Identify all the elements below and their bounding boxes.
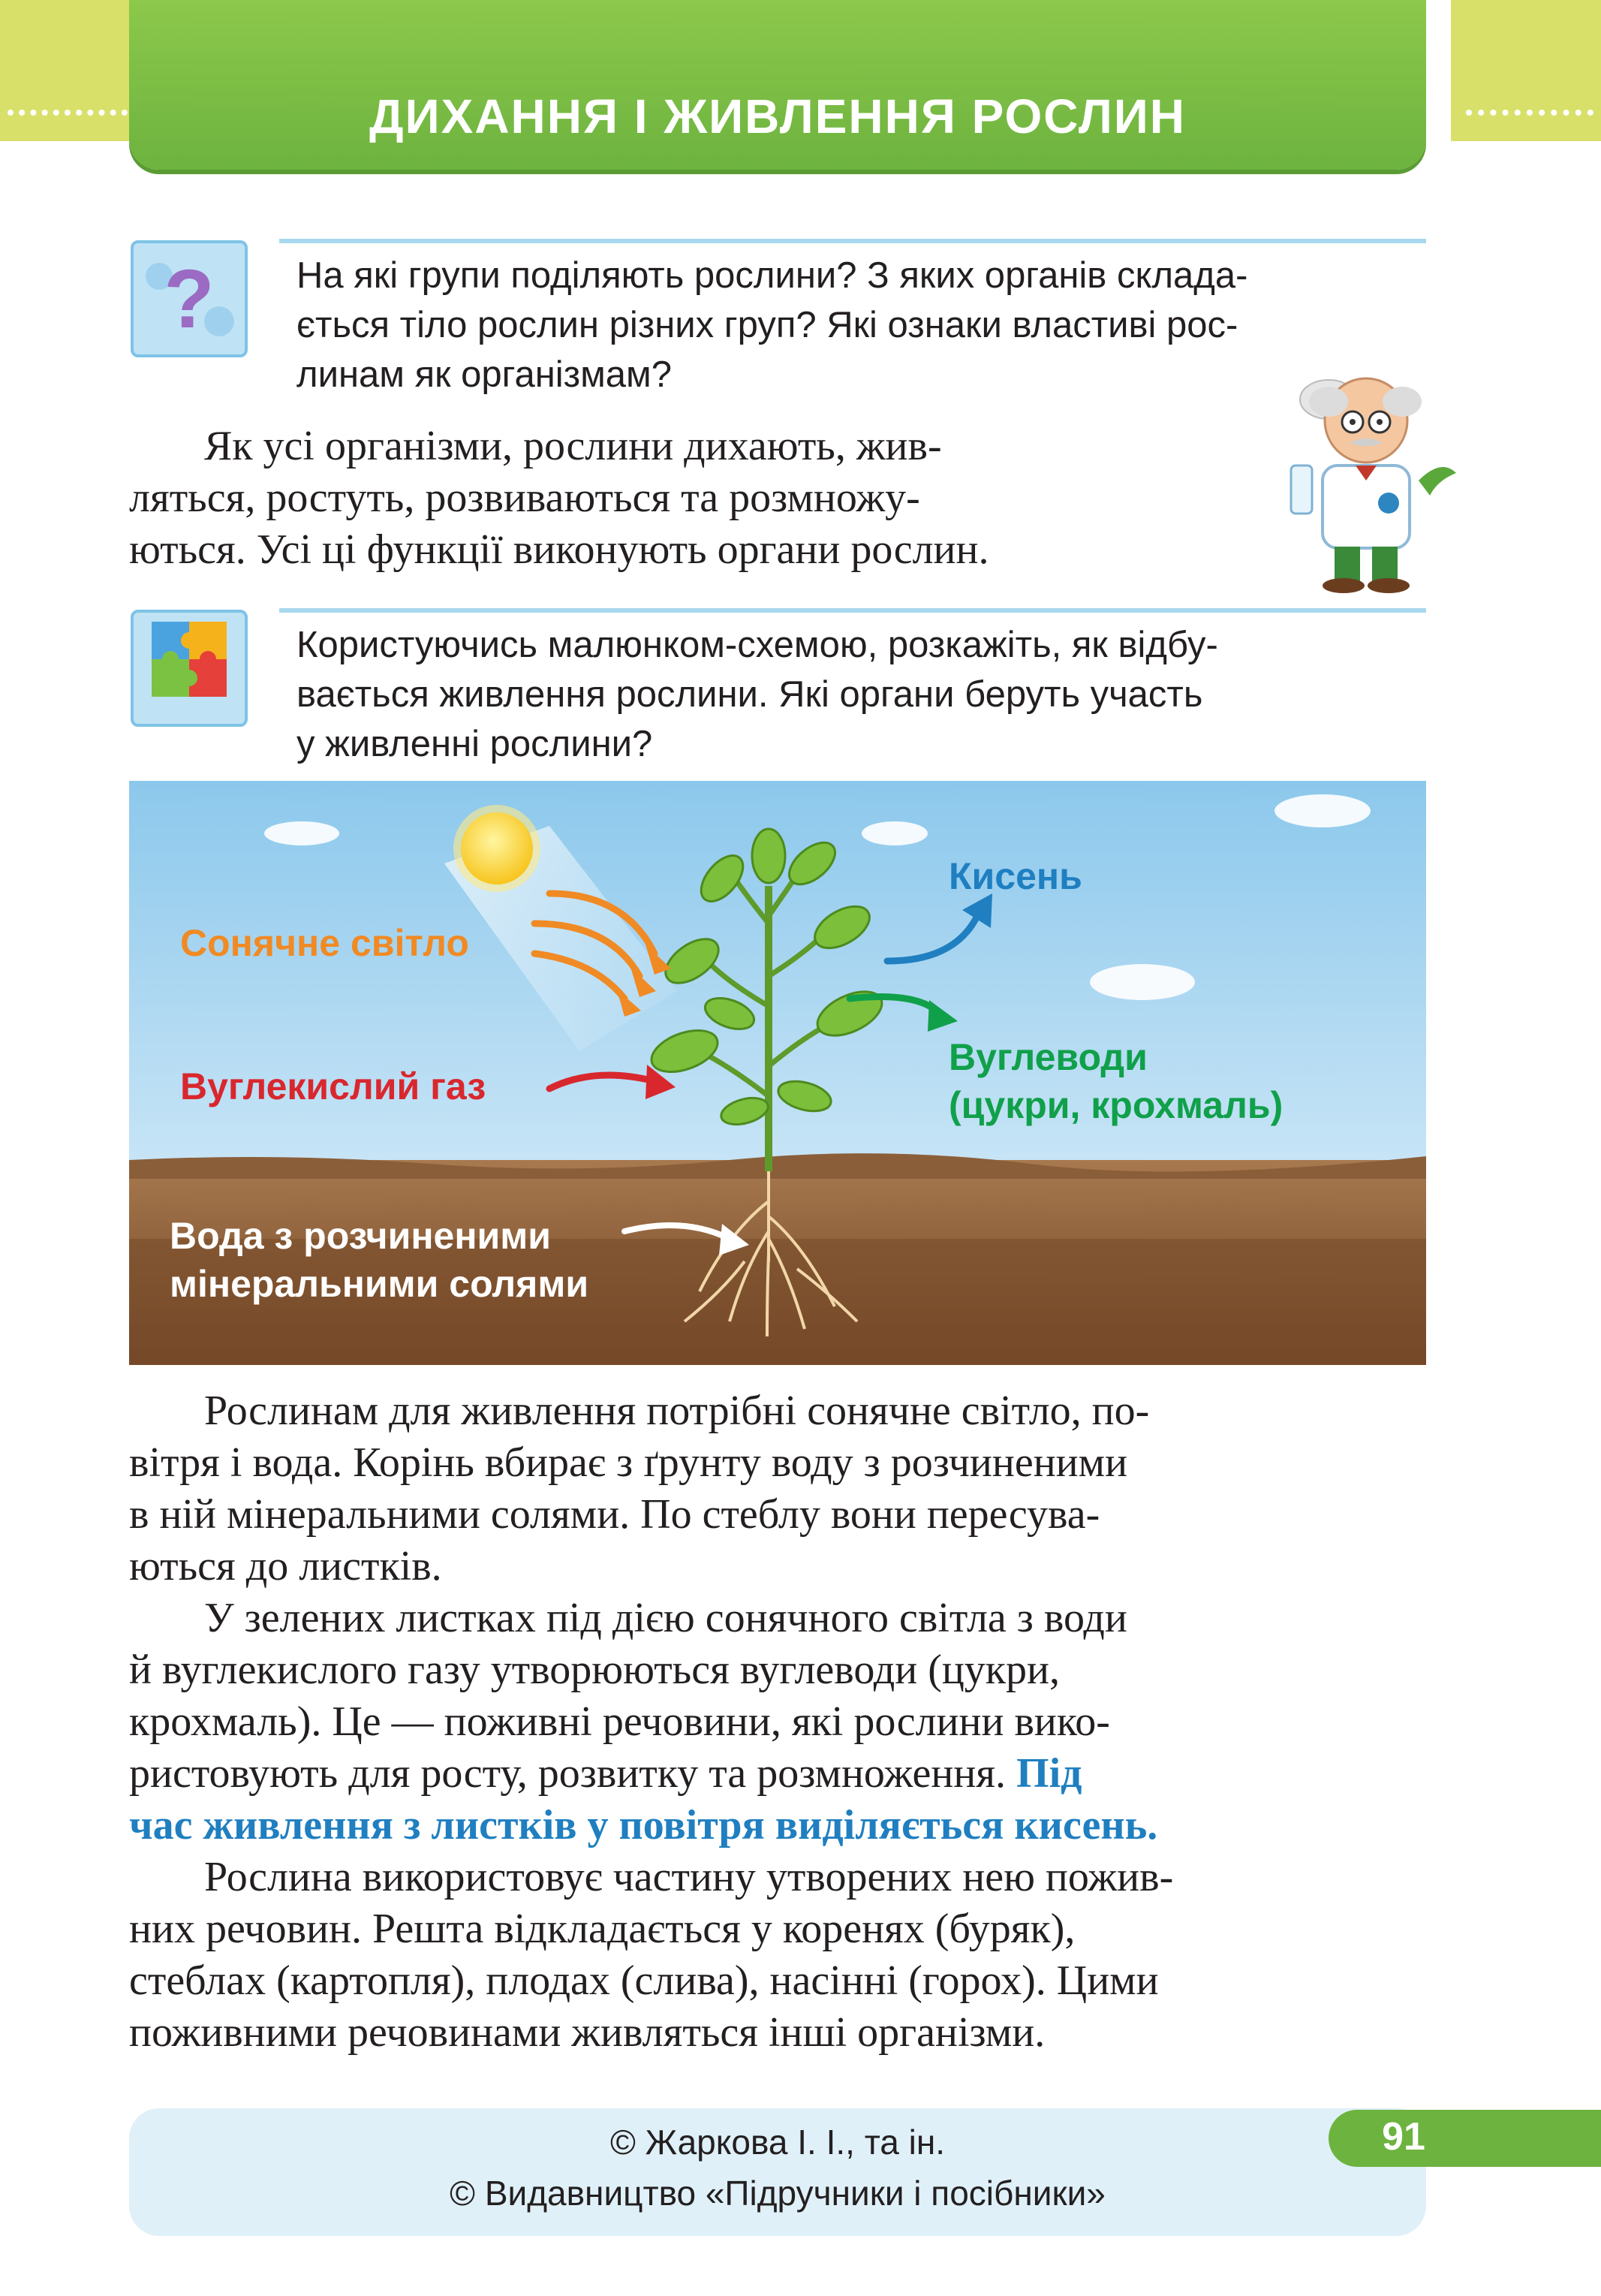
paragraph-2: У зелених листках під дією сонячного світла з води й вуглекислого газу утворюються вуглеводи (цукри, крохмаль). Це — поживні речовини, які рослини вико- ристовують для росту, розвитку та розмноження. Під час живлення з листків у повітря виділяється кисень. xyxy=(129,1592,1426,1852)
page-title: ДИХАННЯ І ЖИВЛЕННЯ РОСЛИН xyxy=(369,89,1186,143)
co2-label: Вуглекислий газ xyxy=(180,1065,486,1107)
body-text xyxy=(129,1385,1426,2059)
carbs-label-line1: Вуглеводи xyxy=(949,1036,1148,1078)
task1-text: На які групи поділяють рослини? З яких органів склада- ється тіло рослин різних груп? Які ознаки властиві рос- линам як організмам? xyxy=(296,255,1248,395)
sun-icon xyxy=(461,812,533,884)
task2-text: Користуючись малюнком-схемою, розкажіть, як відбу- вається живлення рослини. Які органи беруть участь у живленні рослини? xyxy=(296,625,1218,764)
plant-nutrition-diagram xyxy=(129,781,1426,1365)
intro-paragraph: Як усі організми, рослини дихають, жив- ляться, ростуть, розвиваються та розмножу- ються. Усі ці функції виконують органи рослин. xyxy=(129,423,989,573)
key-fact-highlight: час живлення з листків у повітря виділяється кисень. xyxy=(129,1802,1158,1849)
task1-rule xyxy=(279,239,1426,243)
paragraph-1: Рослинам для живлення потрібні сонячне світло, по- вітря і вода. Корінь вбирає з ґрунту воду з розчиненими в ній мінеральними солями. По стеблу вони пересува- ються до листків. xyxy=(129,1388,1150,1589)
question-icon xyxy=(129,239,249,359)
svg-text:?: ? xyxy=(164,253,215,345)
paragraph-3: Рослина використовує частину утворених нею пожив- них речовин. Решта відкладається у коренях (буряк), стеблах (картопля), плодах (слива), насінні (горох). Цими поживними речовинами живляться інші організми. xyxy=(129,1854,1174,2056)
header-tab xyxy=(129,0,1426,170)
header-dots-right xyxy=(1466,110,1593,116)
key-fact-highlight: Під xyxy=(1016,1750,1082,1797)
task2-rule xyxy=(279,608,1426,613)
oxygen-label: Кисень xyxy=(949,855,1082,897)
footer-publisher: © Видавництво «Підручники і посібники» xyxy=(450,2174,1106,2213)
water-label-line2: мінеральними солями xyxy=(170,1263,589,1305)
header-stripe-left xyxy=(0,0,150,141)
header-stripe-right xyxy=(1451,0,1601,141)
scientist-illustration xyxy=(1276,368,1464,593)
puzzle-icon xyxy=(129,608,249,728)
header-dots-left xyxy=(8,110,128,116)
carbs-label-line2: (цукри, крохмаль) xyxy=(949,1084,1284,1126)
footer-authors: © Жаркова І. І., та ін. xyxy=(609,2123,946,2162)
page-number: 91 xyxy=(1382,2115,1425,2159)
sunlight-label: Сонячне світло xyxy=(180,922,469,964)
water-label-line1: Вода з розчиненими xyxy=(170,1215,551,1257)
